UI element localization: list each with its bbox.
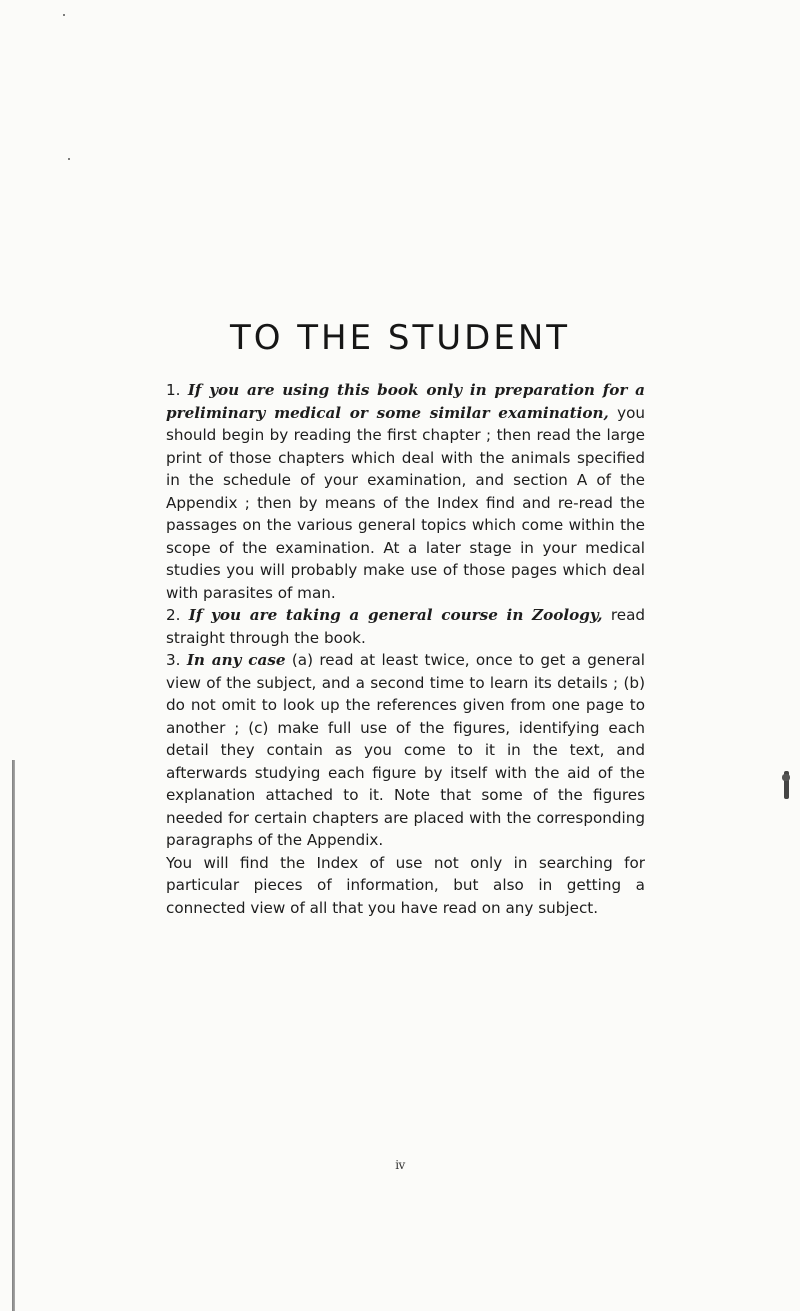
paragraph-text: read straight through the book. xyxy=(166,606,646,647)
paragraph-1 xyxy=(166,379,645,604)
body-text xyxy=(166,379,645,919)
paragraph-2 xyxy=(166,604,645,649)
paragraph-lead: In any case xyxy=(186,651,286,669)
paragraph-text: You will find the Index of use not only in searching for particular pieces of information, but also in getting a connected view of all that you have read on any subject. xyxy=(166,853,645,917)
scan-ink-mark xyxy=(784,771,789,799)
paragraph-number: 1. xyxy=(166,381,181,399)
paragraph-text: you should begin by reading the first chapter ; then read the large print of those chapters which deal with the animals specified in the schedule of your examination, and section A of the Appendix ; then by means of the Index find and re-read the passages on the various general topics which come within the scope of the examination. At a later stage in your medical studies you will probably make use of those pages which deal with parasites of man. xyxy=(166,403,645,602)
paragraph-lead: If you are using this book only in preparation for a preliminary medical or some similar examination, xyxy=(166,381,646,422)
scan-speck xyxy=(68,158,70,160)
scan-speck xyxy=(63,14,65,16)
page-number: iv xyxy=(395,1158,405,1172)
scan-edge-line xyxy=(12,760,15,1311)
paragraph-number: 2. xyxy=(166,606,181,624)
paragraph-number: 3. xyxy=(166,651,181,669)
paragraph-lead: If you are taking a general course in Zoology, xyxy=(188,606,603,624)
paragraph-3 xyxy=(166,649,645,852)
paragraph-4 xyxy=(166,852,645,920)
page-title: TO THE STUDENT xyxy=(229,318,571,358)
paragraph-text: (a) read at least twice, once to get a general view of the subject, and a second time to learn its details ; (b) do not omit to look up the references given from one page to another ; (c) make full use of the figures, identifying each detail they contain as you come to it in the text, and afterwards studying each figure by itself with the aid of the explanation attached to it. Note that some of the figures needed for certain chapters are placed with the corresponding paragraphs of the Appendix. xyxy=(166,651,646,849)
